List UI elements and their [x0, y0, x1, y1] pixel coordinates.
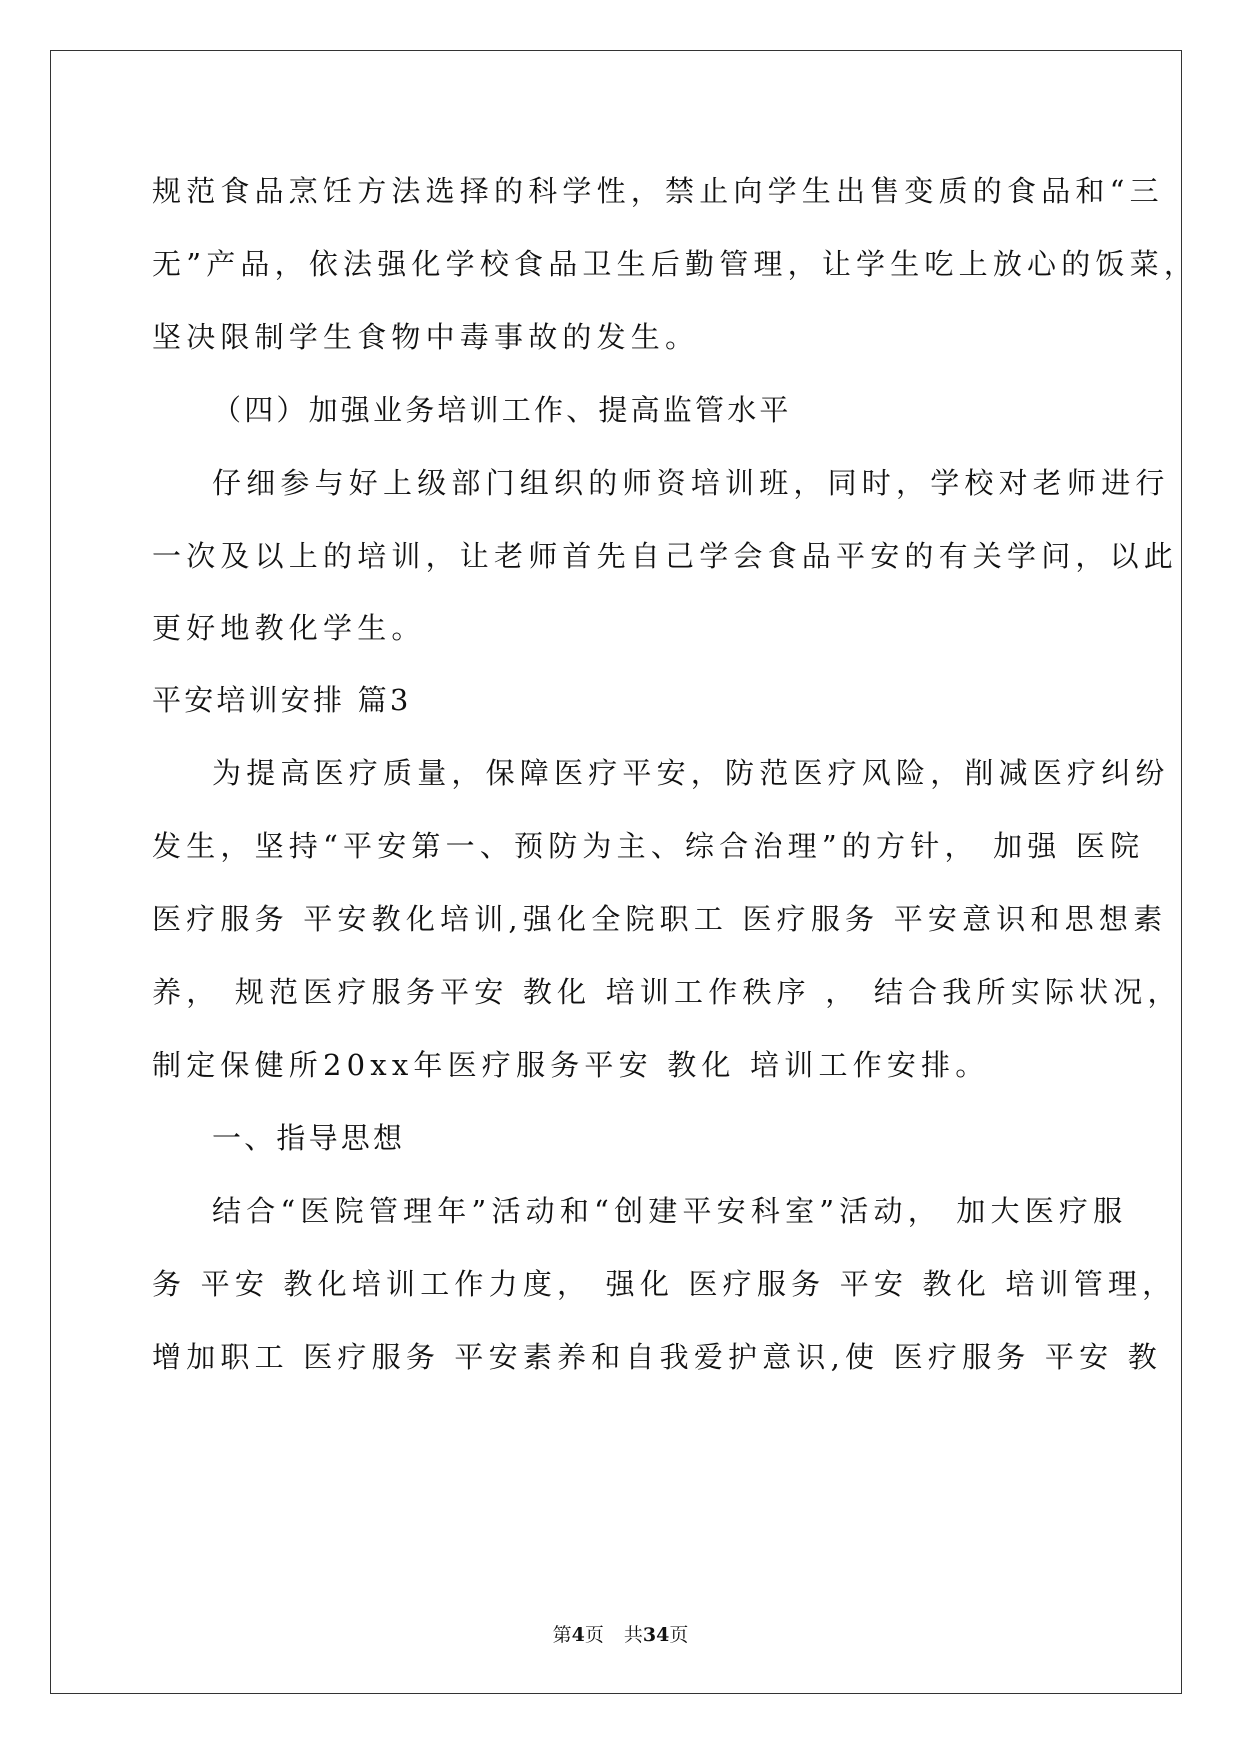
body-line: 坚决限制学生食物中毒事故的发生。 [152, 320, 700, 354]
section-heading: 一、指导思想 [212, 1121, 406, 1155]
total-pages: 34 [642, 1624, 670, 1646]
footer-prefix: 第 [552, 1624, 572, 1646]
body-line: 结合“医院管理年”活动和“创建平安科室”活动， 加大医疗服 [212, 1194, 1128, 1228]
section-heading: （四）加强业务培训工作、提高监管水平 [212, 393, 792, 427]
page-number: 4 [571, 1624, 585, 1646]
footer-page-unit: 页 [584, 1624, 604, 1646]
body-line: 一次及以上的培训，让老师首先自己学会食品平安的有关学问，以此 [152, 539, 1179, 573]
body-line: 增加职工 医疗服务 平安素养和自我爱护意识,使 医疗服务 平安 教 [152, 1340, 1162, 1374]
article-title: 平安培训安排 篇3 [152, 683, 412, 717]
body-line: 发生，坚持“平安第一、预防为主、综合治理”的方针， 加强 医院 [152, 829, 1145, 863]
body-line: 养， 规范医疗服务平安 教化 培训工作秩序 ， 结合我所实际状况， [152, 975, 1182, 1009]
page-border [50, 50, 1182, 1694]
body-line: 规范食品烹饪方法选择的科学性，禁止向学生出售变质的食品和“三 [152, 174, 1164, 208]
body-line: 医疗服务 平安教化培训,强化全院职工 医疗服务 平安意识和思想素 [152, 902, 1168, 936]
body-line: 仔细参与好上级部门组织的师资培训班，同时，学校对老师进行 [212, 466, 1170, 500]
body-line: 更好地教化学生。 [152, 611, 426, 645]
body-line: 无”产品，依法强化学校食品卫生后勤管理，让学生吃上放心的饭菜， [152, 247, 1199, 281]
footer-suffix: 页 [669, 1624, 689, 1646]
body-line: 为提高医疗质量，保障医疗平安，防范医疗风险，削减医疗纠纷 [212, 756, 1170, 790]
body-line: 务 平安 教化培训工作力度， 强化 医疗服务 平安 教化 培训管理， [152, 1267, 1177, 1301]
page-footer [0, 1620, 1241, 1647]
footer-total-prefix: 共 [623, 1624, 643, 1646]
body-line: 制定保健所20xx年医疗服务平安 教化 培训工作安排。 [152, 1048, 990, 1082]
